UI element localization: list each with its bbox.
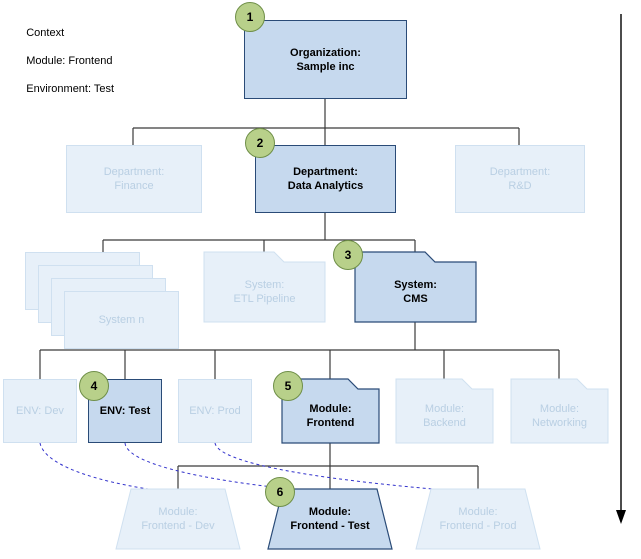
edges-env-association bbox=[40, 443, 470, 492]
step-badge-6[interactable] bbox=[265, 477, 295, 507]
step-badge-5[interactable] bbox=[273, 371, 303, 401]
node-module-frontend-prod-line2: Frontend - Prod bbox=[439, 520, 517, 532]
node-module-frontend-line1: Module: bbox=[309, 403, 352, 415]
step-badge-5-label: 5 bbox=[284, 379, 292, 393]
node-module-frontend-prod-line1: Module: bbox=[458, 506, 498, 518]
step-badge-2[interactable] bbox=[245, 128, 275, 158]
node-env-prod[interactable] bbox=[178, 379, 252, 443]
node-module-frontend-test-line1: Module: bbox=[308, 506, 352, 518]
node-module-frontend-dev-line2: Frontend - Dev bbox=[141, 520, 215, 532]
node-module-backend-line2: Backend bbox=[423, 417, 466, 429]
node-system-etl-line2: ETL Pipeline bbox=[233, 293, 296, 305]
step-badge-2-label: 2 bbox=[256, 136, 264, 150]
step-badge-6-label: 6 bbox=[276, 485, 284, 499]
edges-dept-system bbox=[103, 213, 415, 252]
node-module-networking-line2: Networking bbox=[531, 417, 588, 429]
edges-module-instances bbox=[178, 443, 478, 489]
step-badge-1-label: 1 bbox=[246, 10, 254, 24]
context-title: Context bbox=[26, 27, 65, 39]
node-module-backend[interactable] bbox=[396, 389, 493, 443]
node-system-cms[interactable] bbox=[355, 262, 476, 322]
step-badge-3-label: 3 bbox=[344, 248, 352, 262]
node-system-etl-line1: System: bbox=[244, 279, 285, 291]
step-badge-4-label: 4 bbox=[90, 379, 98, 393]
node-module-frontend-test-line2: Frontend - Test bbox=[290, 520, 370, 532]
context-module: Module: Frontend bbox=[26, 55, 113, 67]
step-badge-3[interactable] bbox=[333, 240, 363, 270]
context-panel bbox=[14, 12, 114, 110]
node-module-frontend-dev-line1: Module: bbox=[158, 506, 198, 518]
node-organization-line1: Organization: bbox=[290, 46, 361, 59]
node-department-data-analytics-line2: Data Analytics bbox=[287, 180, 364, 192]
node-env-test-label: ENV: Test bbox=[99, 405, 151, 417]
node-module-networking-line1: Module: bbox=[539, 403, 580, 415]
node-department-rd-line1: Department: bbox=[489, 166, 551, 178]
node-department-data-analytics-line1: Department: bbox=[293, 166, 358, 178]
node-department-finance[interactable] bbox=[66, 145, 202, 213]
node-env-dev[interactable] bbox=[3, 379, 77, 443]
node-env-dev-label: ENV: Dev bbox=[16, 405, 64, 417]
node-department-data-analytics[interactable] bbox=[255, 145, 396, 213]
node-department-finance-line1: Department: bbox=[103, 166, 165, 178]
node-system-stack-card-4[interactable] bbox=[64, 291, 179, 349]
node-module-frontend-dev[interactable] bbox=[116, 489, 240, 549]
edges-org-dept bbox=[133, 99, 519, 145]
node-system-cms-line1: System: bbox=[394, 279, 437, 291]
node-module-backend-line1: Module: bbox=[424, 403, 465, 415]
node-department-finance-line2: Finance bbox=[114, 180, 154, 192]
step-badge-1[interactable] bbox=[235, 2, 265, 32]
node-system-stack-card-4-label: System n bbox=[98, 314, 145, 326]
node-system-cms-line2: CMS bbox=[403, 293, 428, 305]
context-environment: Environment: Test bbox=[26, 83, 115, 95]
node-module-frontend-line2: Frontend bbox=[306, 417, 355, 429]
node-organization[interactable] bbox=[244, 20, 407, 99]
node-env-prod-label: ENV: Prod bbox=[189, 405, 241, 417]
node-department-rd[interactable] bbox=[455, 145, 585, 213]
step-badge-4[interactable] bbox=[79, 371, 109, 401]
node-module-networking[interactable] bbox=[511, 389, 608, 443]
node-organization-line2: Sample inc bbox=[296, 60, 355, 73]
direction-arrow bbox=[616, 14, 626, 524]
node-department-rd-line2: R&D bbox=[508, 180, 532, 192]
node-system-etl[interactable] bbox=[204, 262, 325, 322]
node-module-frontend-prod[interactable] bbox=[416, 489, 540, 549]
